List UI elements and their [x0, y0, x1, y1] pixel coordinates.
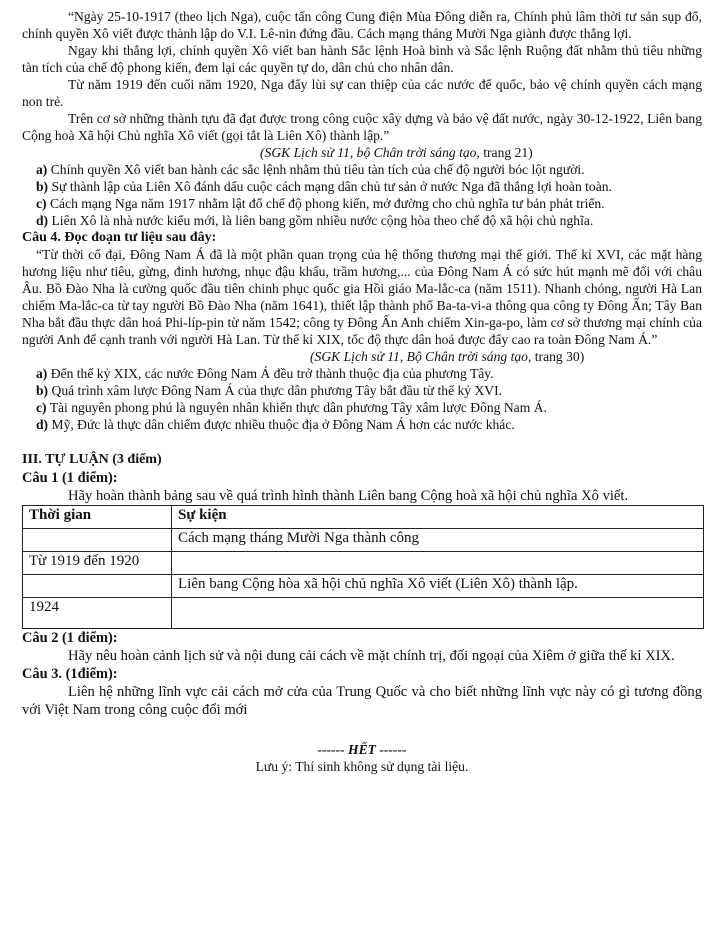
source-title: (SGK Lịch sử 11, Bộ Chân trời sáng tạo [310, 349, 528, 364]
passage-paragraph: Từ năm 1919 đến cuối năm 1920, Nga đẩy lùi sự can thiệp của các nước đế quốc, bảo vệ chính quyền cách mạng non trẻ. [22, 77, 702, 109]
option-key: d) [36, 213, 49, 228]
option-key: a) [36, 366, 48, 381]
section-title: III. TỰ LUẬN (3 điểm) [22, 452, 162, 467]
option-text: Chính quyền Xô viết ban hành các sắc lệnh nhằm thủ tiêu tàn tích của chế độ người bóc lột người. [50, 162, 585, 177]
option-key: c) [36, 400, 47, 415]
source-title: (SGK Lịch sử 11, bộ Chân trời sáng tạo [260, 145, 477, 160]
spacer [22, 719, 702, 741]
passage-source [22, 348, 702, 365]
footer-note: Lưu ý: Thí sinh không sử dụng tài liệu. [255, 759, 469, 774]
table-header: Thời gian [23, 506, 172, 529]
events-table [22, 505, 704, 629]
answer-option-a [22, 161, 702, 178]
question-text: Liên hệ những lĩnh vực cải cách mở cửa của Trung Quốc và cho biết những lĩnh vực này có gì tương đồng với Việt Nam trong công cuộc đổi mới [22, 684, 702, 718]
question-title: Câu 4. Đọc đoạn tư liệu sau đây: [22, 230, 217, 245]
spacer [22, 433, 702, 451]
answer-option-b [22, 178, 702, 195]
option-key: b) [36, 383, 49, 398]
source-page: , trang 21) [476, 145, 533, 160]
question-text: Hãy hoàn thành bảng sau về quá trình hình thành Liên bang Cộng hoà xã hội chủ nghĩa Xô viết. [68, 488, 629, 504]
passage-paragraph: Trên cơ sở những thành tựu đã đạt được trong công cuộc xây dựng và bảo vệ đất nước, ngày 30-12-1922, Liên bang Cộng hoà Xã hội Chủ nghĩa Xô viết (gọi tắt là Liên Xô) thành lập.” [22, 111, 702, 143]
table-cell [23, 575, 172, 598]
table-cell: Từ 1919 đến 1920 [23, 552, 172, 575]
table-header-row [23, 506, 704, 529]
answer-option-c [22, 195, 702, 212]
table-row [23, 598, 704, 629]
option-key: c) [36, 196, 47, 211]
exam-page [22, 8, 702, 775]
passage-paragraph: “Ngày 25-10-1917 (theo lịch Nga), cuộc tấn công Cung điện Mùa Đông diễn ra, Chính phủ lâm thời tư sản sụp đổ, chính quyền Xô viết được thành lập do V.I. Lê-nin đứng đầu. Cách mạng tháng Mười Nga giành được thắng lợi. [22, 9, 702, 41]
passage-paragraph: “Từ thời cổ đại, Đông Nam Á đã là một phần quan trọng của hệ thống thương mại thế giới. Thế kỉ XVI, các mặt hàng hương liệu như tiêu, gừng, đinh hương, nhục đậu khấu, trầm hương,... của Đông Nam Á có sức hút mạnh mẽ đối với châu Âu. Bồ Đào Nha là cường quốc đầu tiên chinh phục quốc gia Hồi giáo Ma-lắc-ca (năm 1511). Nhanh chóng, người Hà Lan chiếm Ma-lắc-ca từ tay người Bồ Đào Nha (năm 1641), thiết lập thành phố Ba-ta-vi-a thông qua công ty Đông Ấn; Tây Ban Nha bắt đầu thực dân hoá Phi-líp-pin từ năm 1542; công ty Đông Ấn Anh chiếm Xin-ga-po, làm cơ sở thương mại chính của người Anh để cạnh tranh với người Hà Lan. Từ thế kỉ XIX, tốc độ thực dân hoá được đẩy cao ra toàn Đông Nam Á.” [22, 247, 702, 347]
question-4 [22, 229, 702, 433]
option-text: Mỹ, Đức là thực dân chiếm được nhiều thuộc địa ở Đông Nam Á hơn các nước khác. [51, 417, 515, 432]
answer-option-d [22, 212, 702, 229]
option-key: d) [36, 417, 49, 432]
source-page: , trang 30) [527, 349, 585, 364]
option-text: Cách mạng Nga năm 1917 nhằm lật đổ chế độ phong kiến, mở đường cho chủ nghĩa tư bản phát triển. [49, 196, 605, 211]
end-mark: ------ HẾT ------ [317, 742, 407, 757]
passage-source [22, 144, 702, 161]
table-cell: 1924 [23, 598, 172, 629]
answer-option-d [22, 416, 702, 433]
table-row [23, 552, 704, 575]
option-text: Tài nguyên phong phú là nguyên nhân khiến thực dân phương Tây xâm lược Đông Nam Á. [49, 400, 547, 415]
question-title: Câu 1 (1 điểm): [22, 470, 118, 486]
option-key: a) [36, 162, 48, 177]
question-title: Câu 3. (1điểm): [22, 666, 118, 682]
table-row [23, 575, 704, 598]
table-cell [172, 552, 704, 575]
table-header: Sự kiện [172, 506, 704, 529]
essay-section [22, 451, 702, 719]
table-row [23, 529, 704, 552]
option-text: Quá trình xâm lược Đông Nam Á của thực dân phương Tây bắt đầu từ thế kỷ XVI. [51, 383, 503, 398]
table-cell: Liên bang Cộng hòa xã hội chủ nghĩa Xô viết (Liên Xô) thành lập. [172, 575, 704, 598]
table-cell [172, 598, 704, 629]
question-text: Hãy nêu hoàn cảnh lịch sử và nội dung cải cách về mặt chính trị, đối ngoại của Xiêm ở giữa thế kỉ XIX. [68, 648, 675, 664]
option-text: Sự thành lập của Liên Xô đánh dấu cuộc cách mạng dân chủ tư sản ở nước Nga đã thắng lợi hoàn toàn. [51, 179, 612, 194]
q3-passage [22, 8, 702, 229]
option-text: Liên Xô là nhà nước kiểu mới, là liên bang gồm nhiều nước cộng hòa theo chế độ xã hội chủ nghĩa. [51, 213, 594, 228]
answer-option-b [22, 382, 702, 399]
passage-paragraph: Ngay khi thắng lợi, chính quyền Xô viết ban hành Sắc lệnh Hoà bình và Sắc lệnh Ruộng đất nhằm thủ tiêu những tàn tích của chế độ phong kiến, đem lại các quyền tự do, dân chủ cho nhân dân. [22, 43, 702, 75]
answer-option-c [22, 399, 702, 416]
option-text: Đến thế kỷ XIX, các nước Đông Nam Á đều trở thành thuộc địa của phương Tây. [50, 366, 494, 381]
table-cell: Cách mạng tháng Mười Nga thành công [172, 529, 704, 552]
question-title: Câu 2 (1 điểm): [22, 630, 118, 646]
table-cell [23, 529, 172, 552]
option-key: b) [36, 179, 49, 194]
answer-option-a [22, 365, 702, 382]
